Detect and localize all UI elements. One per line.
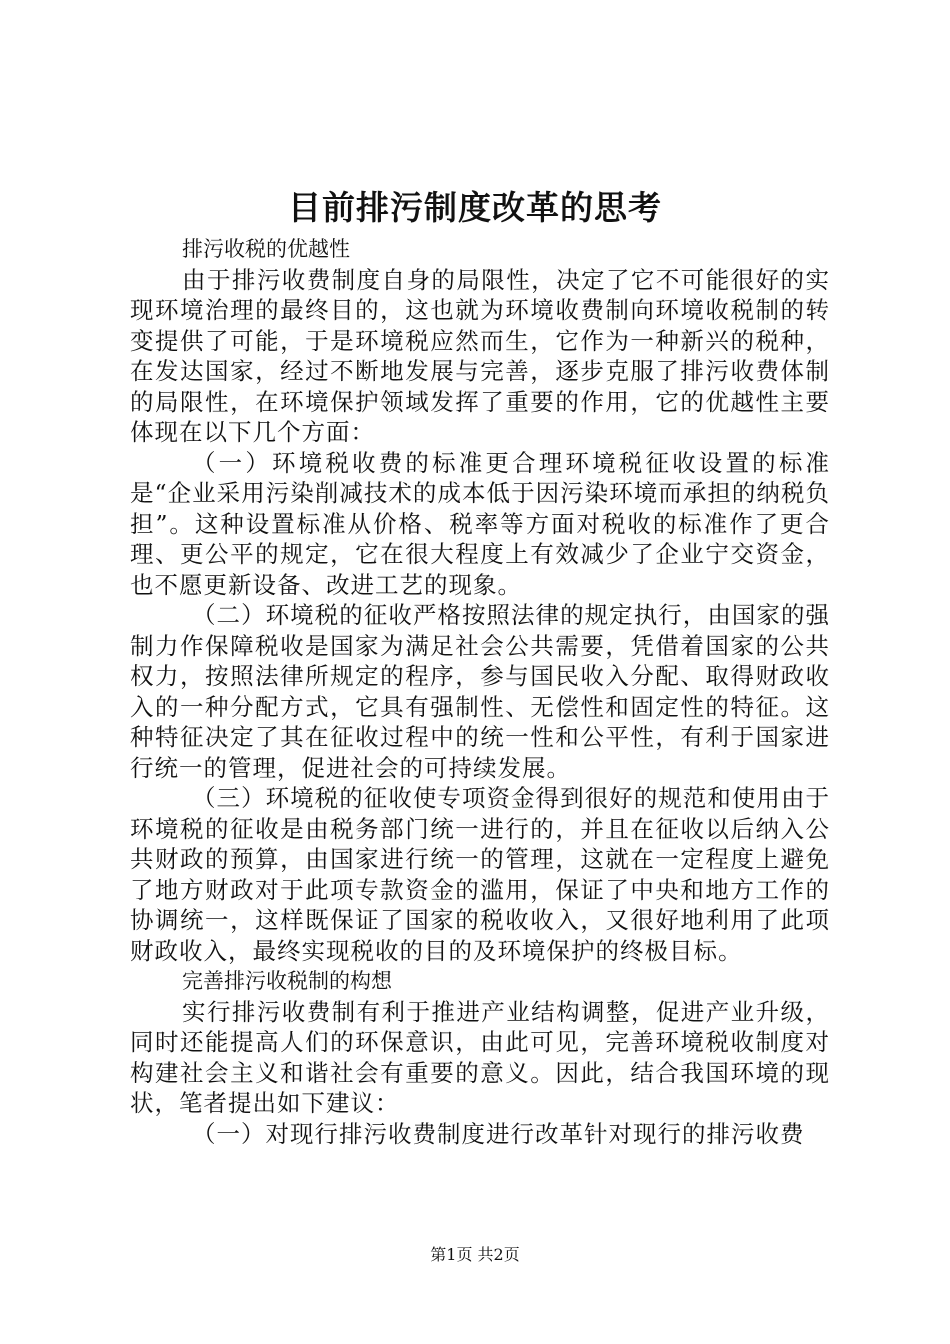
- section-heading-proposals: 完善排污收税制的构想: [182, 969, 392, 993]
- paragraph-point-2: （二）环境税的征收严格按照法律的规定执行，由国家的强制力作保障税收是国家为满足社会公共需要，凭借着国家的公共权力，按照法律所规定的程序，参与国民收入分配、取得财政收入的一种分配方式，它具有强制性、无偿性和固定性的特征。这种特征决定了其在征收过程中的统一性和公平性，有利于国家进行统一的管理，促进社会的可持续发展。: [130, 601, 830, 782]
- paragraph-point-1: （一）环境税收费的标准更合理环境税征收设置的标准是“企业采用污染削减技术的成本低于因污染环境而承担的纳税负担”。这种设置标准从价格、税率等方面对税收的标准作了更合理、更公平的规定，它在很大程度上有效减少了企业宁交资金，也不愿更新设备、改进工艺的现象。: [130, 448, 830, 599]
- document-body: [130, 234, 830, 1149]
- document-title: 目前排污制度改革的思考: [288, 188, 662, 227]
- paragraph-point-3: （三）环境税的征收使专项资金得到很好的规范和使用由于环境税的征收是由税务部门统一进行的，并且在征收以后纳入公共财政的预算，由国家进行统一的管理，这就在一定程度上避免了地方财政对于此项专款资金的滥用，保证了中央和地方工作的协调统一，这样既保证了国家的税收收入，又很好地利用了此项财政收入，最终实现税收的目的及环境保护的终极目标。: [130, 784, 830, 965]
- paragraph-proposals-intro: 实行排污收费制有利于推进产业结构调整，促进产业升级，同时还能提高人们的环保意识，由此可见，完善环境税收制度对构建社会主义和谐社会有重要的意义。因此，结合我国环境的现状，笔者提出如下建议：: [130, 997, 830, 1117]
- section-heading-advantages: 排污收税的优越性: [182, 237, 350, 261]
- paragraph-proposal-1: （一）对现行排污收费制度进行改革针对现行的排污收费: [192, 1119, 805, 1148]
- page-footer: 第1页 共2页: [430, 1245, 520, 1264]
- paragraph-intro: 由于排污收费制度自身的局限性，决定了它不可能很好的实现环境治理的最终目的，这也就为环境收费制向环境收税制的转变提供了可能，于是环境税应然而生，它作为一种新兴的税种，在发达国家，经过不断地发展与完善，逐步克服了排污收费体制的局限性，在环境保护领域发挥了重要的作用，它的优越性主要体现在以下几个方面：: [130, 265, 830, 446]
